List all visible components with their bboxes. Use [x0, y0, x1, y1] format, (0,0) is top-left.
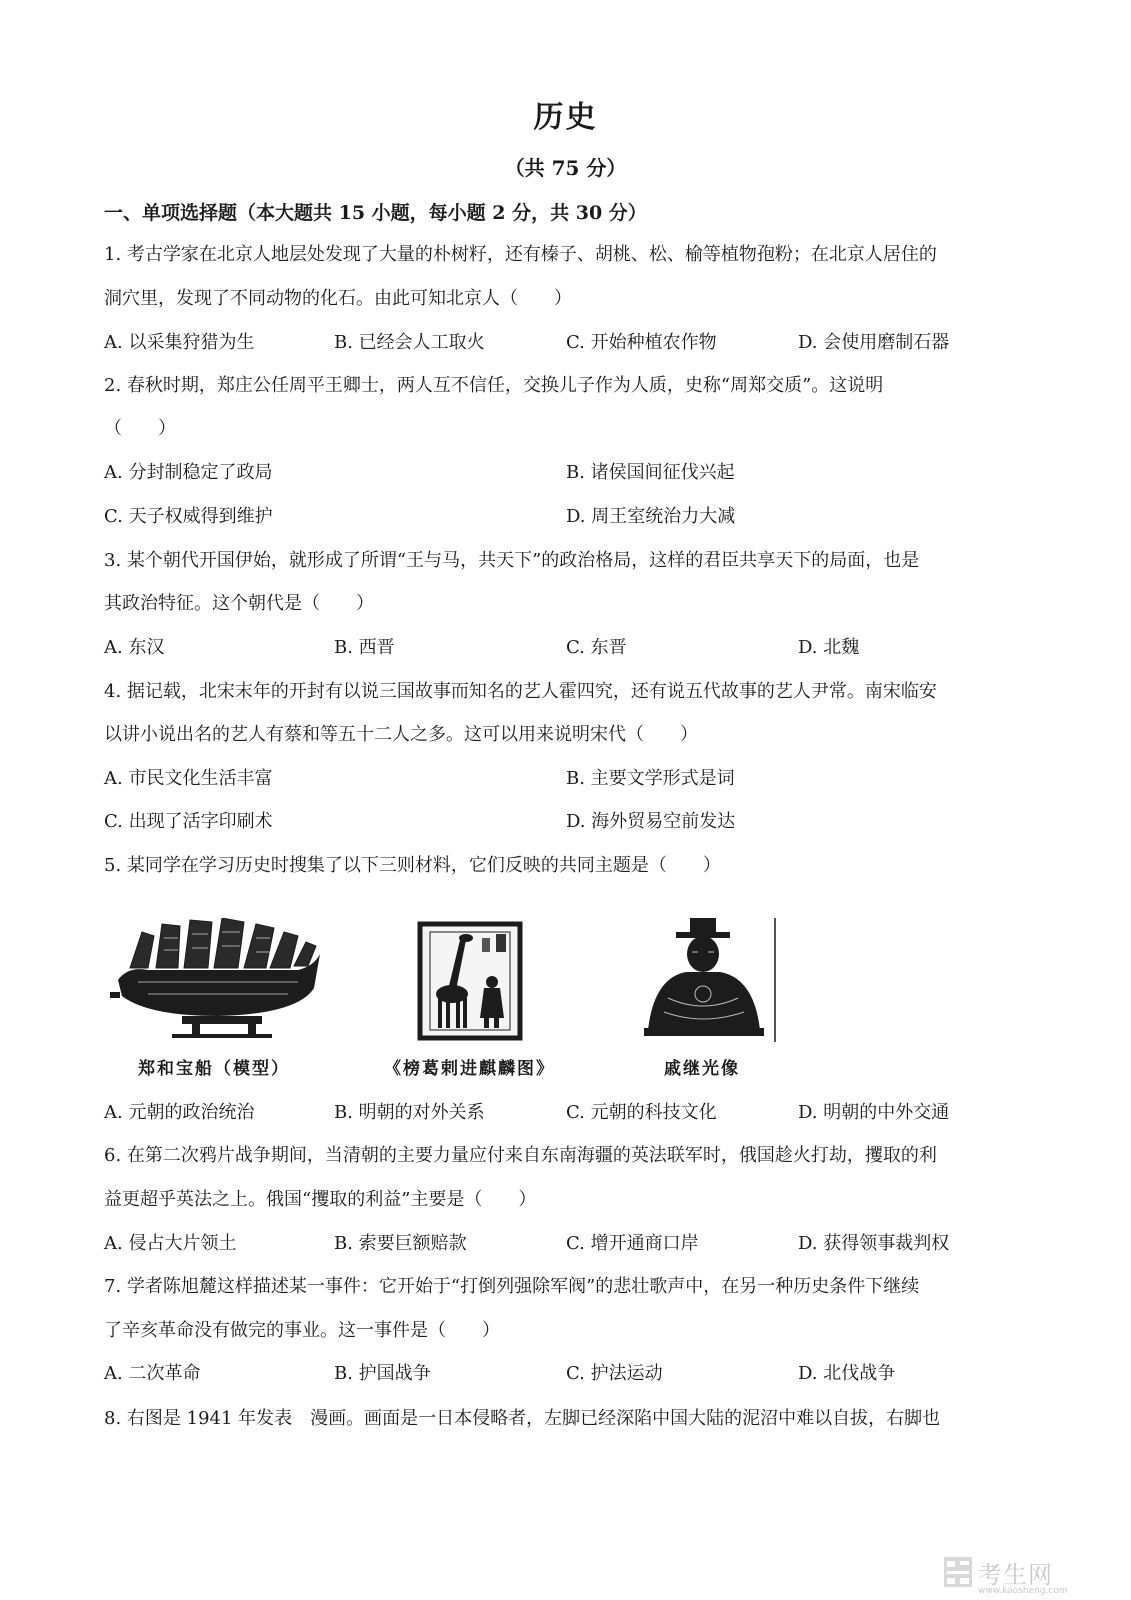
watermark: [944, 1554, 1053, 1590]
portrait-image: [628, 918, 778, 1042]
question-3-option-a: A. 东汉: [104, 637, 165, 658]
question-6-option-a: A. 侵占大片领土: [104, 1233, 237, 1254]
question-6-option-d: D. 获得领事裁判权: [798, 1233, 950, 1254]
question-1-option-c: C. 开始种植农作物: [566, 332, 717, 353]
figure-caption-treasure-ship: 郑和宝船（模型）: [138, 1059, 290, 1079]
question-6-option-b: B. 索要巨额赔款: [334, 1233, 467, 1254]
question-6-option-c: C. 增开通商口岸: [566, 1233, 699, 1254]
question-7-option-d: D. 北伐战争: [798, 1363, 896, 1384]
score-total: （共 75 分）: [504, 156, 627, 180]
question-2-option-d: D. 周王室统治力大减: [566, 506, 736, 527]
question-3-line-2: 其政治特征。这个朝代是（ ）: [104, 593, 374, 614]
question-5-option-c: C. 元朝的科技文化: [566, 1102, 717, 1123]
question-7-option-a: A. 二次革命: [104, 1363, 201, 1384]
kaosheng-logo-icon: [944, 1557, 972, 1587]
question-3-option-b: B. 西晋: [334, 637, 395, 658]
question-6-line-1: 6. 在第二次鸦片战争期间，当清朝的主要力量应付来自东南海疆的英法联军时，俄国趁火打劫，攫取的利: [104, 1145, 937, 1166]
question-4-line-2: 以讲小说出名的艺人有蔡和等五十二人之多。这可以用来说明宋代（ ）: [104, 724, 698, 745]
question-3-option-c: C. 东晋: [566, 637, 627, 658]
question-2-option-b: B. 诸侯国间征伐兴起: [566, 462, 735, 483]
figure-caption-giraffe-painting: 《榜葛剌进麒麟图》: [384, 1059, 555, 1079]
question-4-option-b: B. 主要文学形式是词: [566, 768, 735, 789]
question-5-option-d: D. 明朝的中外交通: [798, 1102, 950, 1123]
question-5-option-b: B. 明朝的对外关系: [334, 1102, 485, 1123]
question-5-option-a: A. 元朝的政治统治: [104, 1102, 255, 1123]
question-6-line-2: 益更超乎英法之上。俄国“攫取的利益”主要是（ ）: [104, 1189, 537, 1210]
figure-caption-portrait: 戚继光像: [664, 1059, 740, 1079]
portrait-figure: [628, 918, 778, 1079]
section-heading: 一、单项选择题（本大题共 15 小题，每小题 2 分，共 30 分）: [104, 202, 647, 224]
question-4-line-1: 4. 据记载，北宋末年的开封有以说三国故事而知名的艺人霍四究，还有说五代故事的艺人尹常。南宋临安: [104, 681, 937, 702]
watermark-text: 考生网: [978, 1560, 1053, 1589]
question-2-option-c: C. 天子权威得到维护: [104, 506, 273, 527]
question-2-line-2: （ ）: [104, 418, 176, 439]
question-7-option-b: B. 护国战争: [334, 1363, 431, 1384]
giraffe-painting-figure: [384, 918, 555, 1079]
question-8-line-1: 8. 右图是 1941 年发表 漫画。画面是一日本侵略者，左脚已经深陷中国大陆的泥沼中难以自拔，右脚也: [104, 1408, 941, 1429]
question-1-option-b: B. 已经会人工取火: [334, 332, 485, 353]
treasure-ship-image: [108, 918, 323, 1038]
question-2-line-1: 2. 春秋时期，郑庄公任周平王卿士，两人互不信任，交换儿子作为人质，史称“周郑交质”。这说明: [104, 375, 884, 396]
treasure-ship-figure: [108, 918, 323, 1079]
question-5-line-1: 5. 某同学在学习历史时搜集了以下三则材料，它们反映的共同主题是（ ）: [104, 855, 721, 876]
question-7-line-2: 了辛亥革命没有做完的事业。这一事件是（ ）: [104, 1320, 500, 1341]
question-3-line-1: 3. 某个朝代开国伊始，就形成了所谓“王与马，共天下”的政治格局，这样的君臣共享天下的局面，也是: [104, 550, 920, 571]
question-2-option-a: A. 分封制稳定了政局: [104, 462, 273, 483]
question-4-option-c: C. 出现了活字印刷术: [104, 811, 273, 832]
question-4-option-a: A. 市民文化生活丰富: [104, 768, 273, 789]
question-7-line-1: 7. 学者陈旭麓这样描述某一事件：它开始于“打倒列强除军阀”的悲壮歌声中，在另一种历史条件下继续: [104, 1276, 920, 1297]
question-7-option-c: C. 护法运动: [566, 1363, 663, 1384]
question-3-option-d: D. 北魏: [798, 637, 860, 658]
watermark-url: www.kaosheng.com: [978, 1586, 1068, 1596]
question-1-line-1: 1. 考古学家在北京人地层处发现了大量的朴树籽，还有榛子、胡桃、松、榆等植物孢粉；在北京人居住的: [104, 244, 937, 265]
question-1-line-2: 洞穴里，发现了不同动物的化石。由此可知北京人（ ）: [104, 288, 572, 309]
question-1-option-d: D. 会使用磨制石器: [798, 332, 950, 353]
giraffe-painting-image: [386, 918, 526, 1042]
question-1-option-a: A. 以采集狩猎为生: [104, 332, 255, 353]
page-title: 历史: [533, 100, 598, 135]
question-4-option-d: D. 海外贸易空前发达: [566, 811, 736, 832]
